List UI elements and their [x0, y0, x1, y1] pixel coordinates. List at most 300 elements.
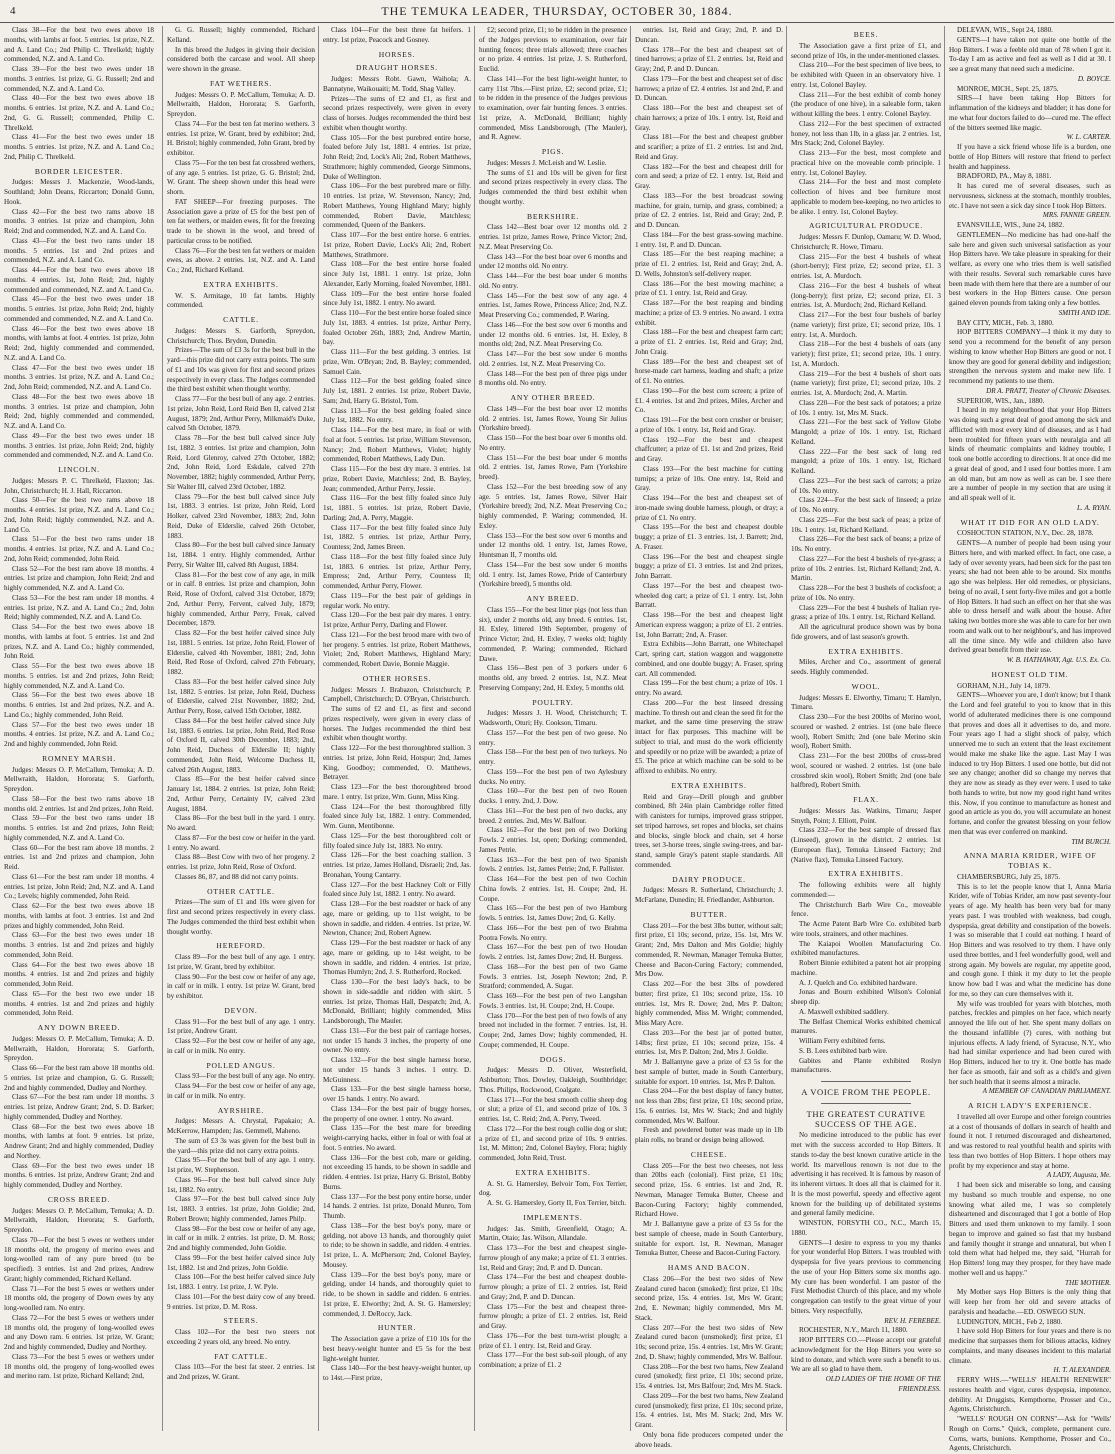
- paragraph: Class 195—For the best and cheapest double buggy; a prize of £1. 3 entries. 1st, J. Barrett; 2nd, A. Fraser.: [635, 523, 783, 551]
- paragraph: Class 131—For the best pair of carriage horses, not under 15 hands 3 inches, the property of one owner. No entry.: [323, 1026, 471, 1055]
- paragraph: BRADFORD, PA., May 8, 1881.: [957, 172, 1052, 181]
- paragraph: Class 117—For the best filly foaled since July 1st, 1882. 5 entries. 1st prize, Arthur Perry, Countess; 2nd, James Breen.: [323, 523, 471, 551]
- paragraph: Class 142—Best boar over 12 months old. 2 entries. 1st prize, James Rowe, Prince Victor; 2nd, N.Z. Meat Preserving Co.: [479, 223, 627, 251]
- paragraph: REV. H. FEREBEE.: [884, 1316, 941, 1325]
- paragraph: Class 108—For the best entire horse foaled since July 1st, 1881. 1 entry. 1st prize, John Alexander, Early Morning, foaled November, 1881.: [323, 260, 471, 288]
- paragraph: H. T. ALEXANDER.: [1053, 1366, 1111, 1375]
- paragraph: Class 225—For the best sack of peas; a prize of 10s. 1 entry. 1st, Richard Kelland.: [791, 515, 941, 534]
- section-heading: EXTRA EXHIBITS.: [203, 279, 279, 289]
- paragraph: Class 137—For the best pony entire horse, under 14 hands. 2 entries. 1st prize, Donald Munro, Tom Thumb.: [323, 1192, 472, 1220]
- paragraph: W. L. CARTER.: [1066, 133, 1111, 142]
- paragraph: BAY CITY, MICH., Feb. 3, 1880.: [957, 318, 1054, 327]
- paragraph: Class 168—For the best pen of two Game Fowls. 3 entries. 1st, Joseph Newton; 2nd, P. Stratford; commended, A. Sugar.: [479, 962, 627, 991]
- paragraph: Class 188—For the best and cheapest farm cart; a prize of £1. 2 entries. 1st, Reid and Gray; 2nd, John Craig.: [635, 328, 783, 356]
- paragraph: Class 46—For the best two ewes above 18 months, with lambs at foot. 4 entries. 1st prize, John Reid; 2nd, highly commended and commended, N.Z. and A. Land Co.: [4, 324, 154, 362]
- paragraph: Class 231—For the best 200lbs of cross-bred wool, scoured or washed. 2 entries. 1st (one bale crossbred skin wool), Robert Smith; 2nd (one bale halfbred), Robert Smith.: [791, 752, 941, 790]
- paragraph: Class 41—For the best two ewes under 18 months. 5 entries. 1st prize, N.Z. and A. Land Co.; 2nd, Philip C. Threlkeld.: [4, 133, 154, 161]
- paragraph: Class 52—For the best ram above 18 months. 4 entries. 1st prize and champion, John Reid; 2nd and highly commended, N.Z. and A. Land Co.: [4, 564, 154, 592]
- paragraph: Class 138—For the best boy's pony, mare or gelding, not above 13 hands, and thoroughly quiet to ride; to be shown in saddle, and ridden. 4 entries. 1st prize, L. A. McPherson; 2nd, Colonel Bayley, Mousey.: [323, 1221, 471, 1269]
- section-heading: FAT CATTLE.: [214, 1351, 268, 1361]
- paragraph: Class 153—For the best sow over 6 months and under 12 months old. 1 entry. 1st, James Rowe, Huntsman II, 7 months old.: [479, 531, 627, 559]
- paragraph: Class 197—For the best and cheapest two-wheeled dog cart; a prize of £1. 1 entry. 1st, John Barratt.: [635, 581, 783, 610]
- paragraph: Class 129—For the best roadster or hack of any age, mare or gelding, up to 14st weight, to be shown in saddle, and ridden. 4 entries. 1st prize, Thomas Humlyn; 2nd, J. S. Rutherford, Rocked.: [323, 939, 471, 977]
- paragraph: entries. 1st, Reid and Gray; 2nd, P. and D. Duncan.: [635, 26, 783, 44]
- paragraph: FAT SHEEP—For freezing purposes. The Association gave a prize of £5 for the best pen of ten fat wethers, or maiden ewes, fit for the freezing trade to be shown in the wool, and breed of particular cross to be notified.: [167, 197, 315, 245]
- paragraph: Class 109—For the best entire horse foaled since July 1st, 1882. 1 entry. No award.: [323, 289, 471, 308]
- section-heading: ROMNEY MARSH.: [42, 753, 116, 763]
- paragraph: Class 145—For the best sow of any age. 4 entries. 1st, James Rowe, Princess Alice; 2nd, N.Z. Meat Preserving Co.; commended, P. Waring.: [479, 291, 627, 319]
- paragraph: Reid and Gray—Drill plough and grubber combined, 8ft 24in plain Cambridge roller fitted with canisters for turnips, improved grass stripper, set tripod harrows, set ropes and blocks, set chains and blocks, single block and chain, set 4 horse trees, set 3-horse trees, single swing-trees, and bar-stand, sample Gray's patent staple standards. All commended.: [635, 792, 783, 869]
- paragraph: Class 205—For the best two cheeses, not less than 20lbs each (colonial). First prize, £1 10s; second prize, 15s. 6 entries. 1st and 2nd, R. Newman, Manager Temuka Butter, Cheese and Bacon-Curing Factory; highly commended, Richard Howe.: [635, 1161, 783, 1219]
- paragraph: Class 139—For the best boy's pony, mare or gelding, under 14 hands, and thoroughly quiet to ride, to be shown in saddle and ridden. 6 entries. 1st prize, E. Elworthy; 2nd, A. St. G. Hamersley; commended, J. DeRoccy, Jack.: [323, 1270, 471, 1318]
- paragraph: L. A. RYAN.: [1077, 503, 1111, 512]
- paragraph: The Association gave a first prize of £1, and second prize of 10s, in the under-mentioned classes.: [791, 41, 941, 60]
- paragraph: Class 180—For the best and cheapest set of chain harrows; a prize of 10s. 1 entry. 1st, Reid and Gray.: [635, 104, 783, 132]
- section-heading: POULTRY.: [532, 697, 574, 707]
- paragraph: Judges: Messrs F. Dunlop, Oamaru; W. D. Wood, Christchurch; R. Howe, Timaru.: [791, 233, 941, 251]
- paragraph: Judges: Messrs E. Elworthy, Timaru; T. Hamlyn, Timaru.: [791, 693, 941, 712]
- paragraph: Class 107—For the best entire horse. 6 entries. 1st prize, Robert Davie, Lock's Ali; 2nd, Robert Matthews, Strathmore.: [323, 231, 471, 259]
- paragraph: Class 94—For the best cow or heifer of any age, in calf or in milk. No entry.: [167, 1082, 315, 1100]
- section-heading: CROSS BREED.: [47, 1194, 111, 1204]
- paragraph: Class 73—For the best 5 ewes or wethers under 18 months old, the progeny of long-woolled ewes and merino ram. 1st prize, Richard Kelland; 2nd,: [4, 1352, 154, 1381]
- paragraph: The sum of £3 3s was given for the best bull in the yard—this prize did not carry extra points.: [167, 1136, 315, 1155]
- paragraph: Class 154—For the best sow under 6 months old. 1 entry. 1st, James Rowe, Pride of Canterbury (Yorkshire breed), 5 months old.: [479, 560, 627, 589]
- paragraph: Class 51—For the best two rams under 18 months. 4 entries. 1st prize, N.Z. and A. Land Co.; 2nd, John Reid; commended, John Reid.: [4, 535, 154, 563]
- paragraph: Class 173—For the best and cheapest single-furrow plough of any make; a prize of £1. 3 entries. 1st, Reid and Gray; 2nd, P. and D. Duncan.: [479, 1244, 627, 1272]
- paragraph: Class 125—For the best thoroughbred colt or filly foaled since July 1st, 1883. No entry.: [323, 831, 471, 850]
- section-heading: EXTRA EXHIBITS.: [671, 780, 747, 790]
- paragraph: Class 69—For the best two ewes under 18 months. 6 entries. 1st prize, Andrew Grant; 2nd and highly commended, Dudley and Northey.: [4, 1161, 154, 1189]
- page-number: 4: [10, 5, 17, 17]
- column-4: [474, 26, 631, 1431]
- paragraph: The Acme Patent Barb Wire Co. exhibited barb wire tools, strainers, and other machines.: [791, 920, 941, 938]
- paragraph: W. B. HATHAWAY, Agt. U.S. Ex. Co.: [1006, 656, 1111, 664]
- paragraph: Class 184—For the best grass-sowing machine. 1 entry. 1st, P. and D. Duncan.: [635, 230, 783, 249]
- paragraph: Judges: Messrs D. Oliver, Westerfield, Ashburton; Thos. Dowley, Oakleigh, Southbridge; Thos. Philips, Rockwood, Coalgate.: [479, 1066, 627, 1094]
- paragraph: Class 64—For the best two ewes above 18 months. 4 entries. 1st and 2nd prizes and highly commended, John Reid.: [4, 960, 154, 988]
- paragraph: Class 141—For the best light-weight hunter, to carry 11st 7lbs.—First prize, £2; second prize, £1; to be ridden in the presence of the Judges previous to examination, over fair hunting fences. 3 entries. 1st prize, A. McDonald, Brilliant; highly commended, Miss Landsborough, (The Mauler), and R. Agnew.: [479, 74, 627, 142]
- section-heading: ANY BREED.: [526, 594, 580, 603]
- columns: [0, 26, 1114, 1453]
- paragraph: My wife was troubled for years with blotches, moth patches, freckles and pimples on her face, which nearly annoyed the life out of her. She spent many dollars on the thousand infallible (?) cures, with nothing but injurious effects. A lady friend, of Syracuse, N.Y., who had had similar experience and had been cured with Hop Bitters, induced her to try it. One bottle has made her face as smooth, fair and soft as a child's and given her such health that it seems almost a miracle.: [949, 999, 1111, 1086]
- paragraph: Class 220—For the best sack of potatoes; a prize of 10s. 1 entry. 1st, Mrs M. Stack.: [791, 398, 941, 417]
- paragraph: Class 112—For the best gelding foaled since July 1st, 1881. 2 entries. 1st prize, Robert Davie, Sam; 2nd, Harry G. Bristol, Tom.: [323, 377, 471, 405]
- section-heading: HORSES.: [378, 49, 416, 59]
- section-heading: DEVON.: [224, 1005, 258, 1015]
- paragraph: Class 169—For the best pen of two Langshan Fowls. 3 entries. 1st, H. Coupe; 2nd, H. Coupe.: [479, 992, 627, 1010]
- paragraph: Class 209—For the best two hams, New Zealand cured (unsmoked); first prize, £1 10s; second prize, 15s. 4 entries. 1st, Mrs M. Stack; 2nd, Mrs W. Grant.: [635, 1391, 784, 1429]
- paragraph: Class 84—For the best heifer calved since July 1st, 1883. 6 entries. 1st prize, John Reid, Red Rose of Oxford II, calved 30th December, 1883; 2nd, John Reid, Duchess of Elderslie II; highly commended, John Reid, Welcome Duchess II, calved 26th August, 1883.: [167, 716, 315, 774]
- paragraph: Class 68—For the best two ewes above 18 months, with lambs at foot. 9 entries. 1st prize, Andrew Grant; 2nd and highly commended, Dudley and Northey.: [4, 1122, 154, 1160]
- paragraph: A. St. G. Hamersley, Gorty II, Fox Terrier, bitch.: [487, 1199, 627, 1207]
- paragraph: Class 178—For the best and cheapest set of tined harrows; a prize of £1. 2 entries. 1st, Reid and Gray; 2nd, P. and D. Duncan.: [635, 45, 783, 73]
- section-heading: ANNA MARIA KRIDER, WIFE OF TOBIAS K.: [963, 851, 1097, 870]
- paragraph: Judges: Messrs Jas. Watkins, Timaru; Jasper Smyth, Point; J. Elliott, Point.: [791, 806, 941, 825]
- section-heading: AGRICULTURAL PRODUCE.: [808, 221, 924, 231]
- paragraph: Class 232—For the best sample of dressed flax (Linseed), grown in the district. 2 entries. 1st (European flax), Temuka Linseed Factory; 2nd (Native flax), Temuka Linseed Factory.: [791, 826, 941, 864]
- section-heading: LINCOLN.: [58, 465, 100, 474]
- paragraph: Class 203—For the best jar of potted butter, 14lbs; first prize, £1 10s; second prize, 15s. 4 entries. 1st, Mrs P. Dalton; 2nd, Mrs J. Goldie.: [635, 1028, 783, 1057]
- paragraph: Mr J. Ballantyne gave a prize of £3 5s for the best sample of butter, made in South Canterbury, suitable for export. 10 entries. 1st, Mrs P. Dalton.: [635, 1058, 783, 1086]
- section-heading: CATTLE.: [223, 315, 259, 324]
- paragraph: Class 174—For the best and cheapest double-furrow plough; a prize of £1. 2 entries. 1st, Reid and Gray; 2nd, P. and D. Duncan.: [479, 1273, 627, 1301]
- paragraph: GENTS—Whoever you are, I don't know; but I thank the Lord and feel grateful to you to know that in this world of adulterated medicines there is one compound that proves and does all it advertises to do, and more. Four years ago I had a slight shock of palsy, which unnerved me to such an extent that the least excitement would make me shake like the ague. Last May I was induced to try Hop Bitters. I used one bottle, but did not see any change; another did so change my nerves that they are now as steady as they ever were. I used to take both hands to write, but now my good right hand writes this. Now, if you continue to manufacture as honest and good an article as you do, you will accumulate an honest fortune, and confer the greatest blessing on your fellow men that was ever conferred on mankind.: [949, 691, 1112, 836]
- masthead: [0, 0, 1114, 23]
- paragraph: SUPERIOR, WIS., Jan., 1880.: [957, 396, 1045, 405]
- paragraph: Class 95—For the best bull of any age. 1 entry. 1st prize, W. Stephenson.: [167, 1156, 315, 1174]
- paragraph: Judges: Messrs R. Sutherland, Christchurch; J. McFarlane, Dunedin; H. Friedlander, Ashburton.: [635, 886, 783, 904]
- paragraph: Class 43—For the best two rams under 18 months. 5 entries. 1st and 2nd prizes and commended, N.Z. and A. Land Co.: [4, 236, 154, 265]
- paragraph: Class 219—For the best 4 bushels of short oats (name variety); first prize, £1; second prize, 10s. 2 entries. 1st, A. Murdoch; 2nd, A. Martin.: [791, 369, 941, 397]
- section-heading: A VOICE FROM THE PEOPLE.: [801, 1087, 931, 1097]
- paragraph: Class 56—For the best two ewes above 18 months. 6 entries. 1st and 2nd prizes, N.Z. and A. Land Co.; highly commended, John Reid.: [4, 691, 154, 719]
- paragraph: Class 55—For the best two ewes above 18 months. 5 entries. 1st and 2nd prizes, John Reid; highly commended, N.Z. and A. Land Co.: [4, 662, 154, 690]
- paragraph: Class 158—For the best pen of two turkeys. No entry.: [479, 748, 627, 766]
- paragraph: Judges: Messrs A. Chrystal, Papakaio; A. McKerrow, Hampden; Jas. Gemmell, Maheno.: [167, 1117, 315, 1135]
- paragraph: GORHAM, N.H., July 14, 1879.: [957, 681, 1051, 690]
- paragraph: The Kaiapoi Woollen Manufacturing Co. exhibited manufactures.: [791, 939, 941, 958]
- paragraph: Class 92—For the best cow or heifer of any age, in calf or in milk. No entry.: [167, 1037, 315, 1055]
- paragraph: I travelled all over Europe and other foreign countries at a cost of thousands of dollars in search of health and found it not. I returned discouraged and disheartened, and was restored to real youthful health and spirits with less than two bottles of Hop Bitters. I hope others may profit by my experience and stay at home.: [949, 1112, 1111, 1170]
- paragraph: Class 70—For the best 5 ewes or wethers under 18 months old, the progeny of merino ewes and long-woolled ram of any pure breed (to be specified). 3 entries. 1st and 2nd prizes, Andrew Grant; highly commended, Richard Kelland.: [4, 1235, 154, 1283]
- paragraph: Class 82—For the best heifer calved since July 1st, 1881. 5 entries. 1st prize, John Reid, Flower of Elderslie, calved 4th November, 1881; 2nd, John Reid, Red Rose of Oxford, calved 27th February, 1882.: [167, 629, 315, 676]
- paragraph: Extra Exhibits—John Barratt, one Whitechapel Cart, spring cart, station waggon and waggonette combined, and one double buggy; A. Fraser, spring cart. All commended.: [635, 640, 783, 678]
- paragraph: Class 166—For the best pen of two Brahma Pootra Fowls. No entry.: [479, 923, 627, 942]
- paragraph: Class 96—For the best bull calved since July 1st, 1882. No entry.: [167, 1175, 315, 1194]
- paragraph: G. G. Russell; highly commended, Richard Kelland.: [167, 26, 315, 44]
- paragraph: EVANSVILLE, WIS., June 24, 1882.: [957, 221, 1065, 229]
- paragraph: W. S. Armitage, 10 fat lambs. Highly commended.: [167, 291, 315, 310]
- paragraph: Class 155—For the best litter pigs (not less than six), under 2 months old, any breed. 6 entries. 1st, H. Exley, littered 19th September, progeny of Prince Victor; 2nd, H. Exley, 7 weeks old; highly commended, P. Waring; commended, Richard Dawe.: [479, 605, 627, 663]
- section-heading: THE GREATEST CURATIVE SUCCESS OF THE AGE.: [806, 1108, 926, 1129]
- paragraph: Class 65—For the best two ewe under 18 months. 4 entries. 1st and 2nd prizes and highly commended, John Reid.: [4, 989, 154, 1018]
- paragraph: WINSTON, FORSYTH CO., N.C., March 15, 1880.: [791, 1219, 941, 1237]
- paragraph: Class 118—For the best filly foaled since July 1st, 1883. 6 entries. 1st prize, Arthur Perry, Empress; 2nd, Arthur Perry, Countess II; commended, Arthur Perry, Flower.: [323, 552, 471, 590]
- paragraph: In this breed the Judges in giving their decision considered both the carcase and wool. All sheep were shown in the grease.: [167, 45, 315, 73]
- paragraph: Class 151—For the best boar under 6 months old. 2 entries. 1st, James Rowe, Pam (Yorkshire breed).: [479, 453, 627, 481]
- paragraph: Mr J. Ballantyne gave a prize of £3 5s for the best sample of cheese, made in South Canterbury, suitable for export. 1st, R. Newman, Manager Temuka Butter, Cheese and Bacon-Curing Factory.: [635, 1220, 783, 1258]
- section-heading: IMPLEMENTS.: [523, 1212, 583, 1222]
- paragraph: Class 122—For the best thoroughbred stallion. 3 entries. 1st prize, John Reid, Hotspur; 2nd, James King, Goodboy; commended, O. Matthews, Betrayer.: [323, 744, 471, 782]
- section-heading: AYRSHIRE.: [217, 1105, 265, 1115]
- paragraph: Class 196—For the best and cheapest single buggy; a prize of £1. 3 entries. 1st and 2nd prizes, John Barratt.: [635, 552, 783, 580]
- paragraph: Class 130—For the best lady's hack, to be shown in side-saddle and ridden with skirt. 5 entries. 1st prize, Thomas Hall, Despatch; 2nd, A. McDonald, Brilliant; highly commended, Miss Landsborough, The Mauler.: [323, 978, 471, 1025]
- paragraph: Class 103—For the best fat steer. 2 entries. 1st and 2nd prizes, W. Grant.: [167, 1363, 315, 1381]
- paragraph: Class 189—For the best and cheapest set of horse-made cart harness, leading and shaft; a prize of £1. No entries.: [635, 357, 783, 385]
- section-heading: CHEESE.: [690, 1149, 728, 1159]
- paragraph: Class 110—For the best entire horse foaled since July 1st, 1883. 4 entries. 1st prize, Arthur Perry, foaled October 26th, 1883; 2nd, Andrew Martin, bay.: [323, 309, 471, 347]
- paragraph: MONROE, MICH., Sept. 25, 1875.: [957, 84, 1059, 93]
- paragraph: A. St. G. Hamersley, Belvoir Tom, Fox Terrier, dog.: [479, 1179, 627, 1198]
- column-6: [786, 26, 945, 1431]
- paragraph: Class 230—For the best 200lbs of Merino wool, scoured or washed. 2 entries. 1st (one bale fleece wool), Robert Smith; 2nd (one bale Merino skin wool), Robert Smith.: [791, 713, 941, 751]
- paragraph: Class 76—For the best ten fat wethers or maiden ewes, as above. 2 entries. 1st, N.Z. and A. Land Co.; 2nd, Richard Kelland.: [167, 246, 315, 274]
- section-heading: HAMS AND BACON.: [667, 1263, 751, 1272]
- section-heading: HONEST OLD TIM.: [991, 669, 1069, 679]
- column-rule: [821, 1103, 911, 1104]
- paragraph: A LADY, Augusta, Me.: [1046, 1171, 1111, 1180]
- column-2: [162, 26, 319, 1431]
- paragraph: Class 204—For the best display of fancy butter, not less than 2lbs; first prize, £1 10s; second prize, 15s. 6 entries. 1st, Mrs W. Stack; 2nd and highly commended, Mrs W. Balfour.: [635, 1087, 783, 1125]
- column-3: [318, 26, 475, 1431]
- paragraph: Class 140—For the best heavy-weight hunter, up to 14st.—First prize,: [323, 1364, 471, 1382]
- paragraph: Class 212—For the best specimen of extracted honey, not less than 1lb, in a glass jar. 2 entries. 1st, Mrs Stack; 2nd, Colonel Bayley.: [791, 119, 941, 148]
- section-heading: DAIRY PRODUCE.: [672, 874, 746, 884]
- paragraph: Class 198—For the best and cheapest light American express waggon; a prize of £1. 2 entries. 1st, John Barratt; 2nd, A. Fraser.: [635, 611, 783, 639]
- paragraph: Class 222—For the best sack of long red mangold; a prize of 10s. 1 entry. 1st, Richard Kelland.: [791, 447, 941, 475]
- paragraph: "WELLS' ROUGH ON CORNS"—Ask for "Wells' Rough on Corns." Quick, complete, permanent cure. Corns, warts, bunions. Kempthorne, Prosser and Co., Agents, Christchurch.: [949, 1415, 1111, 1453]
- paragraph: Class 60—For the best ram above 18 months. 2 entries. 1st and 2nd prizes and champion, John Reid.: [4, 843, 154, 871]
- paragraph: Class 74—For the best ten fat merino wethers. 3 entries. 1st prize, W. Grant, bred by exhibitor; 2nd, H. Bristol; highly commended, John Grant, bred by exhibitor.: [167, 119, 315, 157]
- paragraph: Class 42—For the best two rams above 18 months. 3 entries. 1st prize and champion, John Reid; 2nd and commended, N.Z. and A. Land Co.: [4, 207, 154, 235]
- paragraph: Class 127—For the best Hackney Colt or Filly foaled since July 1st, 1882. 1 entry. No award.: [323, 880, 471, 899]
- paragraph: Class 221—For the best sack of Yellow Globe Mangold; a prize of 10s. 1 entry. 1st, Richard Kelland.: [791, 418, 941, 446]
- paragraph: Class 190—For the best corn screen; a prize of £1. 4 entries. 1st and 2nd prizes, Miles, Archer and Co.: [635, 386, 783, 415]
- paragraph: Class 207—For the best two sides of New Zealand cured bacon (unsmoked); first prize, £1 10s; second prize, 15s. 4 entries. 1st, Mrs W. Grant; 2nd, D. Shaw; highly commended, Mrs W. Balfour.: [635, 1323, 783, 1361]
- paragraph: Class 223—For the best sack of carrots; a prize of 10s. No entry.: [791, 476, 941, 495]
- paragraph: Miles, Archer and Co., assortment of general seeds. Highly commended.: [791, 658, 941, 676]
- paragraph: Judges: Messrs J. Mackenzie, Wood-lands, Southland; John Deans, Riccarton; Donald Gunn, Hook.: [4, 178, 154, 206]
- section-heading: EXTRA EXHIBITS.: [515, 1167, 591, 1177]
- paragraph: Class 53—For the best ram under 18 months. 4 entries. 1st prize, N.Z. and A. Land Co.; 2nd, John Reid; highly commended, N.Z. and A. Land Co.: [4, 593, 154, 622]
- paragraph: Class 193—For the best machine for cutting turnips; a prize of 10s. One entry. 1st, Reid and Gray.: [635, 464, 783, 493]
- section-heading: A RICH LADY'S EXPERIENCE.: [968, 1101, 1092, 1110]
- paragraph: Class 38—For the best two ewes above 18 months, with lambs at foot. 5 entries. 1st prize, N.Z. and A. Land Co.; 2nd Philip C. Threlkeld; highly commended, N.Z. and A. Land Co.: [4, 26, 154, 64]
- paragraph: Class 136—For the best cob, mare or gelding, not exceeding 15 hands, to be shown in saddle and ridden. 4 entries. 1st prize, Harry G. Bristol, Bobby Burns.: [323, 1153, 471, 1191]
- paragraph: Class 116—For the best filly foaled since July 1st, 1881. 5 entries. 1st prize, Robert Davie, Darling; 2nd, A. Perry, Maggie.: [323, 494, 471, 522]
- paragraph: Class 80—For the best bull calved since January 1st, 1884. 1 entry. Highly commended, Arthur Perry, Sir Walter III, calved 8th August, 1884.: [167, 541, 315, 569]
- paragraph: DELEVAN, WIS., Sept 24, 1880.: [957, 26, 1053, 34]
- paragraph: £2; second prize, £1; to be ridden in the presence of the Judges previous to examination, over fair hunting fences; three trials allowed; three coaches or no prize. 4 entries. 1st prize, J. S. Rutherford, Euclid.: [479, 26, 627, 73]
- paragraph: The following exhibits were all highly commended:—: [791, 881, 941, 899]
- paragraph: Class 47—For the best two ewes under 18 months. 3 entries. 1st prize, N.Z. and A. Land Co.; 2nd, John Reid; commended, N.Z. and A. Land Co.: [4, 363, 154, 391]
- section-heading: PIGS.: [541, 147, 565, 156]
- paragraph: Class 152—For the best breeding sow of any age. 5 entries. 1st, James Rowe, Silver Hair (Yorkshire breed); 2nd, N.Z. Meat Preserving Co.; highly commended, P. Waring; commended, H. Exley.: [479, 482, 627, 530]
- section-heading: FLAX.: [853, 795, 879, 804]
- paragraph: Class 157—For the best pen of two geese. No entry.: [479, 728, 627, 747]
- masthead-title: THE TEMUKA LEADER, THURSDAY, OCTOBER 30, 1884.: [381, 3, 733, 18]
- paragraph: My Mother says Hop Bitters is the only thing that will keep her from her old and severe attacks of paralysis and headache.—ED. OSWEGO SUN.: [949, 1288, 1111, 1316]
- paragraph: Class 164—For the best pen of two Cochin China fowls. 2 entries. 1st, H. Coupe; 2nd, H. Coupe.: [479, 875, 627, 903]
- paragraph: Class 49—For the best two ewes under 18 months. 3 entries. 1st prize, John Reid; 2nd, highly commended and commended, N.Z. and A. Land Co.: [4, 431, 154, 460]
- paragraph: Class 156—Best pen of 3 porkers under 6 months old, any breed. 2 entries. 1st, N.Z. Meat Preserving Company; 2nd, H. Exley, 5 months old.: [479, 664, 627, 692]
- paragraph: Class 67—For the best ram under 18 months. 3 entries. 1st prize, Andrew Grant; 2nd, S. D. Barker; highly commended, Dudley and Northey.: [4, 1093, 154, 1121]
- paragraph: Class 179—For the best and cheapest set of disc harrows; a prize of £2. 4 entries. 1st and 2nd, P. and D. Duncan.: [635, 74, 783, 103]
- paragraph: SMITH AND IDE.: [1058, 308, 1111, 317]
- paragraph: Class 148—For the best pen of three pigs under 8 months old. No entry.: [479, 369, 627, 388]
- section-heading: DOGS.: [539, 1054, 567, 1064]
- paragraph: Class 79—For the best bull calved since July 1st, 1883. 3 entries. 1st prize, John Reid, Lord Holker, calved 23rd November, 1883; 2nd, John Reid, Duke of Elderslie, calved 26th October, 1883.: [167, 492, 315, 540]
- paragraph: Class 160—For the best pen of two Rouen ducks. 1 entry. 2nd, J. Dow.: [479, 787, 627, 805]
- paragraph: Class 187—For the best reaping and binding machine; a prize of £3. 9 entries. No award. 1 extra exhibit.: [635, 299, 783, 327]
- paragraph: Class 215—For the best 4 bushels of wheat (short-berry); First prize, £2; second prize, £1. 3 entries. 1st, A. Murdoch.: [791, 252, 941, 280]
- paragraph: GENTS—A number of people had been using your Bitters here, and with marked effect. In fact, one case, a lady of over seventy years, had been sick for the past ten years; she had not been able to be around. Six months ago she was helpless. Her old remedies, or physicians, being of no avail, I sent forty-five miles and got a bottle of Hop Bitters. It had such an effect on her that she was able to dress herself and walk about the house. After taking two bottles more she was able to care for her own room and walk out to her neighbour's, and has improved all the time since. My wife and children also have derived great benefit from their use.: [949, 539, 1111, 655]
- paragraph: DR A. PRATT, Treater of Chronic Diseases.: [986, 386, 1111, 395]
- paragraph: Class 175—For the best and cheapest three-furrow plough; a prize of £1. 2 entries. 1st, Reid and Gray.: [479, 1302, 627, 1330]
- paragraph: Class 134—For the best pair of buggy horses, the property of one owner. 1 entry. No award.: [323, 1104, 471, 1123]
- paragraph: Class 121—For the best brood mare with two of her progeny. 5 entries. 1st prize, Robert Matthews, Violet; 2nd, Robert Matthews, Highland Mary; commended, Robert Davie, Bonnie Maggie.: [323, 630, 471, 668]
- paragraph: TIM BURCH.: [1071, 837, 1111, 846]
- paragraph: Class 114—For the best mare, in foal or with foal at foot. 5 entries. 1st prize, William Stevenson, Nancy; 2nd, Robert Matthews, Violet; highly commended, Robert Matthews, Lady Dun.: [323, 426, 471, 464]
- section-heading: OTHER HORSES.: [362, 673, 432, 683]
- paragraph: Class 88—Best Cow with two of her progeny. 2 entries. 1st prize, John Reid, Rose of Oxford.: [167, 853, 315, 871]
- paragraph: ROCHESTER, N.Y., March 11, 1880.: [799, 1326, 908, 1335]
- paragraph: Class 111—For the best gelding. 3 entries. 1st prize, Wm. O'Bryan; 2nd, B. Bayley; commended, Samuel Cain.: [323, 348, 471, 376]
- paragraph: Prizes—The sum of £3 3s for the best bull in the yard—this prize did not carry extra points. The sum of £1 and 10s was given for first and second prizes respectively in every class. The Judges commended the third best exhibit when thought worthy.: [167, 346, 316, 394]
- section-heading: ANY DOWN BREED.: [37, 1023, 121, 1032]
- paragraph: Class 185—For the best reaping machine; a prize of £1. 2 entries. 1st, Reid and Gray; 2nd, A. D. Wells, Johnston's self-delivery reaper.: [635, 250, 783, 278]
- paragraph: Class 54—For the best two ewes above 18 months, with lambs at foot. 5 entries. 1st and 2nd prizes, N.Z. and A. Land Co.; highly commended, John Reid.: [4, 623, 154, 661]
- section-heading: DRAUGHT HORSES.: [356, 63, 438, 73]
- paragraph: GENTS—I have taken not quite one bottle of the Hop Bitters. I was a feeble old man of 78 when I got it. To-day I am as active and feel as well as I did at 30. I see a great many that need such a medicine.: [949, 35, 1111, 73]
- paragraph: Class 202—For the best 3lbs of powdered butter; first prize, £1 10s; second prize, 15s. 10 entries. 1st, Mrs R. Dowe; 2nd, Mrs P. Dalton; highly commended, Miss M. Wright; commended, Miss Mary Acre.: [635, 980, 783, 1027]
- section-heading: ANY OTHER BREED.: [510, 393, 596, 402]
- paragraph: Class 102—For the best two steers not exceeding 2 years old, any breed. No entry.: [167, 1328, 315, 1346]
- column-1: [4, 26, 158, 1431]
- paragraph: Class 105—For the best purebred entire horse, foaled before July 1st, 1881. 4 entries. 1st prize, John Reid; 2nd, Lock's Ali; 2nd, Robert Matthews, Strathmore; highly commended, George Simmons, Duke of Wellington.: [323, 133, 471, 181]
- paragraph: Class 93—For the best bull of any age. No entry.: [175, 1072, 315, 1081]
- paragraph: I heard in my neighbourhood that your Hop Bitters was doing such a great deal of good among the sick and afflicted with most every kind of diseases, and as I had been troubled for fifteen years with neuralgia and all kinds of rheumatic complaints and kidney trouble, I took one bottle according to directions. It at once did me a great deal of good, and I used four bottles more. I am an old man, but am now as well as can be. I see there are a number of people in my section that are using it and all speak well of it.: [949, 406, 1111, 502]
- paragraph: Class 213—For the best, most complete and practical hive on the moveable comb principle. 1 entry. 1st, Colonel Bayley.: [791, 149, 941, 177]
- section-heading: POLLED ANGUS.: [206, 1060, 276, 1070]
- paragraph: Class 201—For the best 3lbs butter, without salt; first prize, £1 10s; second, prize, 15s. 1st, Mrs W. Grant; 2nd, Mrs Dalton and Mrs Goldie; highly commended, R. Newman, Manager Temuka Butter, Cheese and Bacon-Curing Factory; commended, Mrs Dow.: [635, 921, 783, 979]
- paragraph: Judges: Jas. Smith, Greenfield, Otago; A. Martin, Otaio; Jas. Wilson, Allandale.: [479, 1224, 627, 1243]
- paragraph: Class 57—For the best two ewes under 18 months. 4 entries. 1st prize, N.Z. and A. Land Co.; 2nd and highly commended, John Reid.: [4, 720, 154, 748]
- paragraph: Class 128—For the best roadster or hack of any age, mare or gelding, up to 11st weight, to be shown in saddle, and ridden. 4 entries. 1st prize, W. Newton, Chance; 2nd, Robert Agnew.: [323, 900, 471, 938]
- paragraph: Class 106—For the best purebred mare or filly. 10 entries. 1st prize, W. Stevenson, Nancy; 2nd, Robert Matthews, Young Highland Mary; highly commended, Robert Davie, Matchless; commended, Queen of the Bankers.: [323, 182, 471, 230]
- paragraph: Class 186—For the best mowing machine; a prize of £1. 1 entry. 1st, Reid and Gray.: [635, 279, 783, 298]
- paragraph: Class 135—For the best mare for breeding weight-carrying hacks, either in foal or with foal at foot. 5 entries. No award.: [323, 1124, 471, 1152]
- paragraph: A MEMBER OF CANADIAN PARLIAMENT.: [982, 1087, 1111, 1096]
- section-heading: BEES.: [853, 30, 879, 39]
- paragraph: Class 171—For the best smooth collie sheep dog or slut; a prize of £1, and second prize of 10s. 3 entries. 1st, C. Reid; 2nd, A. Perry, Tweed.: [479, 1095, 627, 1123]
- paragraph: Class 144—For the best boar under 6 months old. No entry.: [479, 272, 627, 290]
- paragraph: Class 163—For the best pen of two Spanish fowls. 2 entries. 1st, James Petrie; 2nd, F. Pallister.: [479, 855, 627, 874]
- paragraph: Class 218—For the best 4 bushels of oats (any variety); first prize, £1; second prize, 10s. 1 entry. 1st, A. Murdoch.: [791, 340, 941, 368]
- paragraph: Class 210—For the best specimen of live bees, to be exhibited with Queen in an observatory hive. 1 entry. 1st, Colonel Bayley.: [791, 61, 941, 89]
- paragraph: Class 143—For the best boar over 6 months and under 12 months old. No entry.: [479, 252, 627, 271]
- paragraph: COSHOCTON STATION, N.Y., Dec. 28, 1878.: [957, 529, 1094, 538]
- paragraph: A. Maxwell exhibited saddlery.: [799, 1007, 889, 1016]
- paragraph: William Ferry exhibited ferns.: [799, 1037, 886, 1045]
- paragraph: FERRY WHS.—"WELLS' HEALTH RENEWER" restores health and vigor, cures dyspepsia, impotence, debility. At Druggists, Kempthorne, Prosser and Co., Agents, Christchurch.: [949, 1376, 1111, 1414]
- paragraph: Class 177—For the best sub-soil plough, of any combination; a prize of £1. 2: [479, 1351, 627, 1369]
- paragraph: Judges: Messrs J. H. Wood, Christchurch; T. Wadsworth, Oturi; Hy. Cookson, Timaru.: [479, 709, 627, 727]
- section-heading: BERKSHIRE.: [526, 211, 580, 221]
- paragraph: Class 113—For the best gelding foaled since July 1st, 1882. No entry.: [323, 406, 471, 425]
- paragraph: Class 71—For the best 5 ewes or wethers under 18 months old, the progeny of Down ewes by any long-woolled ram. No entry.: [4, 1284, 154, 1312]
- paragraph: S. B. Lees exhibited barb wire.: [799, 1046, 888, 1055]
- paragraph: Class 133—For the best single harness horse, over 15 hands. 1 entry. No award.: [323, 1085, 471, 1103]
- paragraph: I had been sick and miserable so long, and causing my husband so much trouble and expense, no one knowing what ailed me, I was so completely disheartened and discouraged that I got a bottle of Hop Bitters and used them unknown to my family. I soon began to improve and gained so fast that my husband and family thought it strange and unnatural, but when I told them what had helped me, they said, "Hurrah for Hop Bitters! long may they prosper, for they have made mother well and us happy.": [949, 1181, 1111, 1277]
- paragraph: Prizes—The sums of £2 and £1, as first and second prizes respectively, were given in every class of horses. Judges recommended the third best exhibit when thought worthy.: [323, 94, 471, 132]
- paragraph: Gabites and Plante exhibited Roslyn manufactures.: [791, 1056, 941, 1075]
- paragraph: Judges: Messrs P. C. Threlkeld, Flaxton; Jas. John, Christchurch; H. J. Hall, Riccarton.: [4, 476, 154, 495]
- paragraph: Judges: Messrs Robt. Gawn, Waihola; A. Bannatyne, Waikouaiti; M. Todd, Shag Valley.: [323, 75, 471, 93]
- paragraph: Class 200—For the best linseed dressing machine. To thresh out and clean the seed fit for the market, and the same time preserving the straw intact for flax purposes. This machine will be subject to trial, and must do the work efficiently and speedily or no prize will be awarded; a prize of £5. The price at which machine can be sold to be affixed to exhibits. No entry.: [635, 698, 783, 775]
- section-heading: EXTRA EXHIBITS.: [828, 646, 904, 656]
- paragraph: Class 194—For the best and cheapest set of iron-made swing double harness, plough, or dray; a prize of £1. No entry.: [635, 494, 783, 522]
- paragraph: Class 62—For the best two ewes above 18 months, with lambs at foot. 3 entries. 1st and 2nd prizes and highly commended, John Reid.: [4, 902, 154, 930]
- paragraph: Class 45—For the best two ewes under 18 months. 5 entries. 1st prize, John Reid; 2nd, highly commended and commended, N.Z. and A. Land Co.: [4, 295, 154, 323]
- paragraph: GENTS—I desire to express to you my thanks for your wonderful Hop Bitters. I was troubled with dyspepsia for five years previous to commencing the use of your Hop Bitters some six months ago. My cure has been wonderful. I am pastor of the First Methodist Church of this place, and my whole congregation can testify to the great virtue of your bitters. Very respectfully,: [791, 1238, 941, 1315]
- paragraph: Class 120—For the best pair dry mares. 1 entry. 1st prize, Arthur Perry, Darling and Flower.: [323, 611, 471, 629]
- paragraph: Class 72—For the best 5 ewes or wethers under 18 months old, the progeny of long-woolled ewes and any Down ram. 6 entries. 1st prize, W. Grant; 2nd and highly commended, Dudley and Northey.: [4, 1313, 154, 1351]
- paragraph: D. BOYCE.: [1077, 74, 1111, 83]
- paragraph: A. J. Quelch and Co. exhibited hardware.: [799, 978, 918, 987]
- paragraph: If you have a sick friend whose life is a burden, one bottle of Hop Bitters will restore that friend to perfect health and happiness.: [949, 143, 1111, 171]
- paragraph: Class 100—For the best heifer calved since July 1st, 1883. 1 entry. 1st prize, J. W. Pyle.: [167, 1273, 315, 1291]
- paragraph: Class 229—For the best 4 bushels of Italian rye-grass; a prize of 10s. 1 entry. 1st, Richard Kelland.: [791, 603, 941, 622]
- paragraph: Judges: Messrs O. P. McCallum, Temuka; A. D. Mellwraith, Haldon, Hororata; S. Garforth, Spreydon.: [167, 90, 315, 118]
- paragraph: LUDINGTON, MICH., Feb 2, 1880.: [957, 1317, 1063, 1326]
- paragraph: Class 58—For the best two rams above 18 months old. 2 entries. 1st and 2nd prizes, John Reid.: [4, 794, 154, 813]
- paragraph: Class 192—For the best and cheapest chaffcutter; a prize of £1. 1st and 2nd prizes, Reid and Gray.: [635, 435, 783, 463]
- paragraph: Class 98—For the best cow or heifer of any age, in calf or in milk. 2 entries. 1st prize, D. M. Ross; 2nd and highly commended, John Goldie.: [167, 1224, 315, 1252]
- paragraph: Judges: Messrs J. McLeish and W. Leslie.: [487, 158, 607, 167]
- paragraph: Class 149—For the best boar over 12 months old. 2 entries. 1st, James Rowe, Young Sir Julius (Yorkshire breed).: [479, 404, 627, 433]
- paragraph: No medicine introduced to the public has ever met with the success accorded to Hop Bitters. It stands to-day the best known curative article in the world. Its marvellous renown is not due to the advertising it has received. It is famous by reason of its inherent virtues. It does all that is claimed for it. It is the most powerful, speedy and effective agent known for the building up of debilitated systems and general family medicine.: [791, 1131, 941, 1218]
- section-heading: WOOL.: [851, 681, 881, 691]
- paragraph: All the agricultural produce shown was by bona fide growers, and of last season's growth.: [791, 623, 941, 641]
- paragraph: Class 167—For the best pen of two Houdan fowls. 2 entries. 1st, James Dow; 2nd, H. Burgess.: [479, 943, 627, 961]
- paragraph: Class 216—For the best 4 bushels of wheat (long-berry); first prize, £2; second prize, £1. 3 entries. 1st, A. Murdoch; 2nd, Richard Kelland.: [791, 281, 941, 310]
- paragraph: The Christchurch Barb Wire Co., moveable fence.: [791, 900, 941, 919]
- paragraph: Class 89—For the best bull of any age. 1 entry. 1st prize, W. Grant, bred by exhibitor.: [167, 953, 315, 971]
- paragraph: Class 172—For the best rough collie dog or slut; a prize of £1, and second prize of 10s. 9 entries. 1st, M. Mitton; 2nd, Colonel Bayley, Flora; highly commended, John Reid, Trust.: [479, 1124, 627, 1162]
- paragraph: Class 224—For the best sack of linseed; a prize of 10s. No entry.: [791, 496, 941, 514]
- paragraph: Class 132—For the best single harness horse, not under 15 hands 3 inches. 1 entry. D. McGuinness.: [323, 1056, 471, 1084]
- paragraph: Class 81—For the best cow of any age, in milk or in calf. 8 entries. 1st prize and champion, John Reid, Rose of Oxford, calved 31st October, 1879; 2nd, Arthur Perry, Fervent, calved July, 1879; highly commended, Arthur Perry, Freak, calved December, 1879.: [167, 570, 315, 628]
- section-heading: HEREFORD.: [216, 941, 266, 951]
- paragraph: Class 146—For the best sow over 6 months and under 12 months old. 6 entries. 1st, H. Exley, 8 months old; 2nd, N.Z. Meat Preserving Co.: [479, 320, 627, 349]
- paragraph: Class 226—For the best sack of beans; a prize of 10s. No entry.: [791, 535, 941, 553]
- paragraph: Class 147—For the best sow under 6 months old. 2 entries. 1st, N.Z. Meat Preserving Co.: [479, 350, 627, 368]
- paragraph: Class 75—For the ten best fat crossbred wethers, of any age. 5 entries. 1st prize, G. G. Bristol; 2nd, W. Grant. The sheep shown under this head were shorn.: [167, 158, 316, 196]
- paragraph: Class 115—For the best dry mare. 3 entries. 1st prize, Robert Davie, Matchless; 2nd, B. Bayley, Jean; commended, Arthur Perry, Jessie.: [323, 465, 471, 493]
- paragraph: Only bona fide producers competed under the above heads.: [635, 1430, 783, 1449]
- column-rule: [821, 1081, 911, 1082]
- paragraph: Judges: Messrs J. Brabazon, Christchurch; P. Campbell, Christchurch; D. O'Bryan, Christchurch.: [323, 685, 471, 704]
- paragraph: Class 86—For the best bull in the yard. 1 entry. No award.: [167, 814, 315, 832]
- paragraph: Class 214—For the best and most complete collection of hives and bee furniture most applicable to modern bee-keeping, no two articles to be alike. 1 entry. 1st, Colonel Bayley.: [791, 178, 941, 216]
- paragraph: Class 182—For the best and cheapest drill for corn and seed; a prize of £2. 1 entry. 1st, Reid and Gray.: [635, 162, 783, 190]
- paragraph: THE MOTHER.: [1064, 1278, 1111, 1287]
- paragraph: Class 126—For the best coaching stallion. 3 entries. 1st prize, James Holland, Disraeli; 2nd, Jas. Bronahan, Young Cantarry.: [323, 851, 471, 879]
- paragraph: Class 44—For the best two ewes above 18 months. 4 entries. 1st, John Reid; 2nd, highly commended and commended, N.Z. and A. Land Co.: [4, 266, 154, 294]
- section-heading: STEERS.: [223, 1316, 259, 1326]
- paragraph: Class 217—For the best four bushels of barley (name variety); first prize, £1; second prize, 10s. 1 entry. 1st, A. Murdoch.: [791, 311, 941, 339]
- paragraph: Classes 86, 87, and 88 did not carry points.: [175, 872, 299, 881]
- paragraph: Class 227—For the best 4 bushels of rye-grass; a prize of 10s. 2 entries. 1st, Richard Kelland; 2nd, A. Martin.: [791, 554, 941, 583]
- paragraph: Class 161—For the best pen of two ducks, any breed. 2 entries. 2nd, Mrs W. Balfour.: [479, 806, 627, 825]
- paragraph: Class 208—For the best two hams, New Zealand cured (smoked); first prize, £1 10s; second prize, 15s. 4 entries. 1st, Mrs Balfour; 2nd, Mrs M. Stack.: [635, 1362, 784, 1390]
- paragraph: Judges: Messrs O. P. McCallum, Temuka; A. D. Mellwraith, Haldon, Hororata; S. Garforth, Spreydon.: [4, 765, 154, 793]
- paragraph: I have sold Hop Bitters for four years and there is no medicine that surpasses them for bilious attacks, kidney complaints, and many diseases incident to this malarial climate.: [949, 1327, 1111, 1365]
- section-heading: OTHER CATTLE.: [207, 886, 275, 896]
- paragraph: Class 199—For the best churn; a prize of 10s. 1 entry. No award.: [635, 679, 783, 697]
- paragraph: Class 150—For the best boar over 6 months old. No entry.: [479, 434, 627, 452]
- paragraph: HOP BITTERS COMPANY—I think it my duty to send you a recommend for the benefit of any person wishing to know whether Hop Bitters are good or not. I know they are good for general debility and indigestion; strengthen the nervous system and make new life. I recommend my patients to use them.: [949, 328, 1111, 385]
- paragraph: Prizes—The sum of £1 and 10s were given for first and second prizes respectively in every class. The Judges commended the third best exhibit when thought worthy.: [167, 898, 315, 936]
- section-heading: FAT WETHERS.: [210, 78, 272, 88]
- paragraph: Class 165—For the best pen of two Hamburg fowls. 5 entries. 1st, James Dow; 2nd, G. Kelly.: [479, 904, 627, 922]
- paragraph: Class 170—For the best pen of two fowls of any breed not included in the former. 7 entries. 1st, H. Coupe; 2nd, James Dow; highly commended, H. Coupe; commended, H. Coupe.: [479, 1011, 627, 1049]
- section-heading: HUNTER.: [377, 1323, 417, 1333]
- paragraph: Class 66—For the best ram above 18 months old. 5 entries. 1st prize and champion, G. G. Russell; 2nd and highly commended, Dudley and Northey.: [4, 1064, 154, 1092]
- column-7: [944, 26, 1115, 1453]
